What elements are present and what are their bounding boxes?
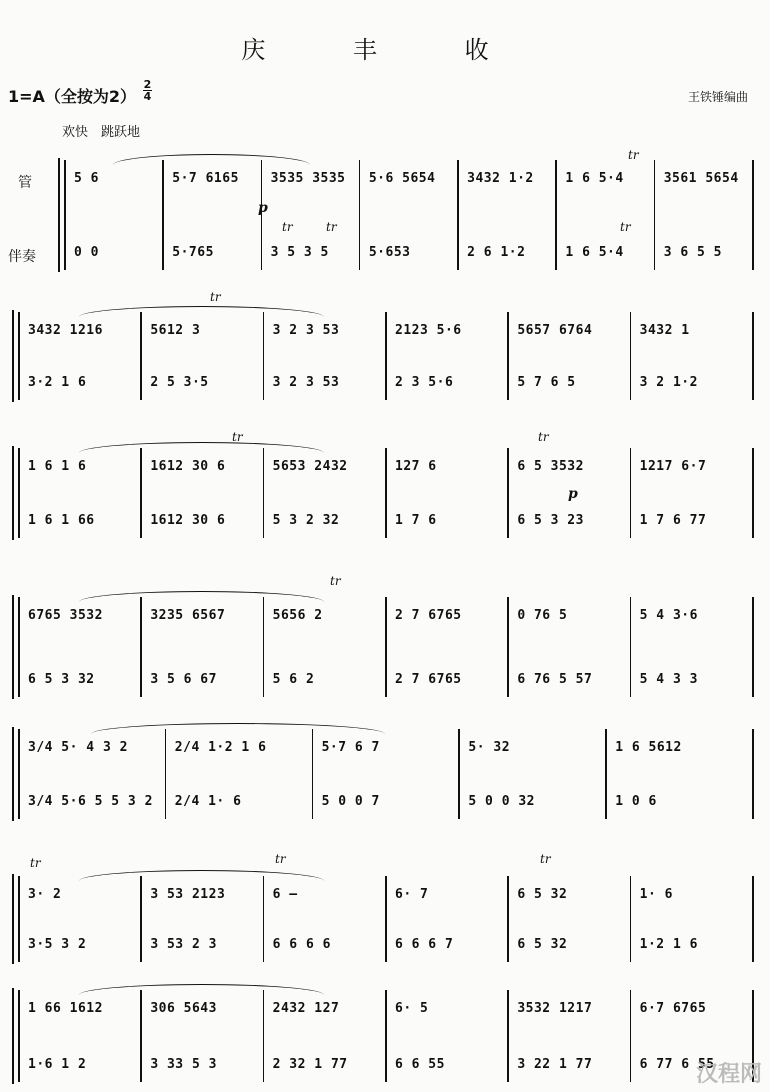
trill-mark: tr	[210, 290, 221, 304]
measure-top-3-1: 1 6 1 6	[28, 459, 87, 474]
measure-top-1-1: 5 6	[74, 171, 99, 186]
watermark: 汉程网	[695, 1062, 762, 1087]
bar-line	[359, 160, 361, 270]
measure-bottom-4-1: 6 5 3 32	[28, 672, 95, 687]
measure-top-4-1: 6765 3532	[28, 608, 103, 623]
measure-top-2-1: 3432 1216	[28, 323, 103, 338]
bar-line	[18, 729, 20, 819]
measure-bottom-2-3: 3 2 3 53	[272, 375, 340, 390]
measure-top-6-4: 6· 7	[395, 887, 429, 902]
bar-line	[18, 876, 20, 962]
bar-line	[263, 990, 265, 1082]
measure-bottom-6-5: 6 5 32	[517, 937, 568, 952]
key-signature: 1=A（全按为2）	[8, 87, 137, 106]
bar-line	[385, 448, 387, 538]
piano-dynamic: p	[568, 486, 578, 502]
measure-top-4-2: 3235 6567	[150, 608, 226, 623]
measure-top-7-1: 1 66 1612	[28, 1001, 103, 1016]
measure-top-7-3: 2432 127	[272, 1001, 340, 1016]
time-signature	[143, 79, 152, 102]
system-brace	[12, 727, 14, 821]
measure-top-1-6: 1 6 5·4	[565, 171, 624, 186]
measure-top-2-3: 3 2 3 53	[272, 323, 340, 338]
measure-top-6-2: 3 53 2123	[150, 887, 226, 902]
measure-top-5-1: 3/4 5· 4 3 2	[28, 740, 128, 755]
measure-top-4-5: 0 76 5	[517, 608, 568, 623]
bar-line	[654, 160, 656, 270]
measure-bottom-7-5: 3 22 1 77	[517, 1057, 593, 1072]
instrument-label-accompaniment: 伴奏	[8, 249, 36, 265]
measure-bottom-1-2: 5·765	[172, 245, 214, 260]
measure-bottom-1-6: 1 6 5·4	[565, 245, 624, 260]
measure-top-5-2: 2/4 1·2 1 6	[174, 740, 267, 755]
measure-bottom-2-1: 3·2 1 6	[28, 375, 87, 390]
slur	[113, 154, 310, 165]
slur	[79, 306, 324, 317]
measure-top-5-5: 1 6 5612	[615, 740, 682, 755]
measure-bottom-4-3: 5 6 2	[272, 672, 315, 687]
trill-mark: tr	[620, 220, 631, 234]
measure-bottom-1-5: 2 6 1·2	[467, 245, 526, 260]
measure-bottom-4-4: 2 7 6765	[395, 672, 462, 687]
bar-line	[555, 160, 557, 270]
measure-bottom-1-4: 5·653	[368, 245, 411, 260]
system-brace	[12, 446, 14, 540]
measure-top-6-1: 3· 2	[28, 887, 62, 902]
bar-line	[18, 597, 20, 697]
system-brace	[58, 158, 60, 272]
bar-line	[18, 448, 20, 538]
slur	[79, 442, 324, 453]
measure-bottom-1-3: 3 5 3 5	[270, 245, 329, 260]
system-brace	[12, 595, 14, 699]
bar-line	[263, 597, 265, 697]
slur	[79, 591, 324, 602]
bar-line	[630, 876, 632, 962]
measure-top-1-4: 5·6 5654	[368, 171, 436, 186]
bar-line	[140, 876, 142, 962]
measure-bottom-4-5: 6 76 5 57	[517, 672, 593, 687]
measure-top-2-6: 3432 1	[639, 323, 690, 338]
bar-line	[140, 448, 142, 538]
trill-mark: tr	[275, 852, 286, 866]
measure-bottom-3-3: 5 3 2 32	[272, 513, 340, 528]
measure-bottom-7-6: 6 77 6 55	[639, 1057, 715, 1072]
bar-line	[630, 312, 632, 400]
trill-mark: tr	[282, 220, 293, 234]
slur	[79, 870, 324, 881]
measure-bottom-5-1: 3/4 5·6 5 5 3 2	[28, 794, 153, 809]
bar-line	[64, 160, 66, 270]
measure-bottom-4-6: 5 4 3 3	[639, 672, 698, 687]
bar-line	[162, 160, 164, 270]
measure-top-7-2: 306 5643	[150, 1001, 217, 1016]
bar-line	[385, 312, 387, 400]
measure-top-1-7: 3561 5654	[663, 171, 739, 186]
bar-line	[385, 876, 387, 962]
measure-top-3-2: 1612 30 6	[150, 459, 226, 474]
bar-line	[605, 729, 607, 819]
bar-line	[507, 597, 509, 697]
measure-bottom-7-1: 1·6 1 2	[28, 1057, 87, 1072]
piano-dynamic: p	[258, 200, 268, 216]
measure-top-3-6: 1217 6·7	[639, 459, 707, 474]
measure-top-7-4: 6· 5	[395, 1001, 429, 1016]
measure-bottom-5-5: 1 0 6	[615, 794, 657, 809]
trill-mark: tr	[30, 856, 41, 870]
measure-bottom-7-3: 2 32 1 77	[272, 1057, 348, 1072]
measure-top-3-3: 5653 2432	[272, 459, 348, 474]
bar-line	[752, 448, 754, 538]
measure-bottom-3-6: 1 7 6 77	[639, 513, 707, 528]
bar-line	[458, 729, 460, 819]
measure-bottom-2-2: 2 5 3·5	[150, 375, 209, 390]
bar-line	[752, 876, 754, 962]
measure-top-4-6: 5 4 3·6	[639, 608, 698, 623]
bar-line	[312, 729, 314, 819]
measure-bottom-6-6: 1·2 1 6	[639, 937, 698, 952]
slur	[79, 984, 324, 995]
bar-line	[263, 312, 265, 400]
measure-bottom-6-4: 6 6 6 7	[395, 937, 454, 952]
measure-top-1-3: 3535 3535	[270, 171, 346, 186]
bar-line	[752, 597, 754, 697]
system-brace	[12, 310, 14, 402]
bar-line	[507, 876, 509, 962]
system-brace	[12, 874, 14, 964]
measure-bottom-4-2: 3 5 6 67	[150, 672, 217, 687]
bar-line	[18, 990, 20, 1082]
measure-bottom-6-1: 3·5 3 2	[28, 937, 87, 952]
trill-mark: tr	[326, 220, 337, 234]
trill-mark: tr	[330, 574, 341, 588]
bar-line	[263, 448, 265, 538]
trill-mark: tr	[628, 148, 639, 162]
measure-bottom-1-1: 0 0	[74, 245, 99, 260]
measure-top-5-3: 5·7 6 7	[321, 740, 380, 755]
bar-line	[630, 597, 632, 697]
trill-mark: tr	[538, 430, 549, 444]
measure-top-6-5: 6 5 32	[517, 887, 568, 902]
bar-line	[752, 160, 754, 270]
time-signature-top: 2	[143, 78, 152, 91]
measure-bottom-3-2: 1612 30 6	[150, 513, 226, 528]
arranger-credit: 王铁锤编曲	[687, 90, 748, 104]
trill-mark: tr	[540, 852, 551, 866]
measure-bottom-2-5: 5 7 6 5	[517, 375, 576, 390]
measure-top-2-4: 2123 5·6	[395, 323, 462, 338]
slur	[91, 723, 385, 734]
bar-line	[630, 990, 632, 1082]
bar-line	[140, 990, 142, 1082]
bar-line	[18, 312, 20, 400]
bar-line	[630, 448, 632, 538]
bar-line	[752, 729, 754, 819]
measure-bottom-3-1: 1 6 1 66	[28, 513, 95, 528]
tempo-marking: 欢快 跳跃地	[62, 125, 141, 140]
time-signature-bottom: 4	[143, 90, 152, 103]
measure-top-5-4: 5· 32	[468, 740, 511, 755]
bar-line	[507, 312, 509, 400]
bar-line	[263, 876, 265, 962]
system-brace	[12, 988, 14, 1084]
bar-line	[752, 312, 754, 400]
measure-bottom-5-4: 5 0 0 32	[468, 794, 536, 809]
song-title: 庆 丰 收	[241, 36, 529, 64]
measure-top-1-2: 5·7 6165	[172, 171, 239, 186]
bar-line	[385, 990, 387, 1082]
bar-line	[507, 448, 509, 538]
measure-bottom-6-3: 6 6 6 6	[272, 937, 331, 952]
measure-bottom-6-2: 3 53 2 3	[150, 937, 217, 952]
measure-top-4-3: 5656 2	[272, 608, 323, 623]
instrument-label-guan: 管	[18, 175, 32, 191]
measure-top-3-5: 6 5 3532	[517, 459, 584, 474]
measure-bottom-2-4: 2 3 5·6	[395, 375, 454, 390]
measure-top-7-5: 3532 1217	[517, 1001, 593, 1016]
bar-line	[165, 729, 167, 819]
measure-top-4-4: 2 7 6765	[395, 608, 462, 623]
measure-bottom-1-7: 3 6 5 5	[663, 245, 722, 260]
bar-line	[140, 597, 142, 697]
measure-bottom-3-5: 6 5 3 23	[517, 513, 584, 528]
measure-top-2-5: 5657 6764	[517, 323, 593, 338]
measure-bottom-5-2: 2/4 1· 6	[174, 794, 242, 809]
measure-top-2-2: 5612 3	[150, 323, 201, 338]
measure-bottom-5-3: 5 0 0 7	[321, 794, 380, 809]
bar-line	[457, 160, 459, 270]
measure-top-3-4: 127 6	[395, 459, 437, 474]
bar-line	[140, 312, 142, 400]
measure-top-7-6: 6·7 6765	[639, 1001, 707, 1016]
measure-top-1-5: 3432 1·2	[467, 171, 534, 186]
trill-mark: tr	[232, 430, 243, 444]
bar-line	[385, 597, 387, 697]
measure-bottom-7-4: 6 6 55	[395, 1057, 445, 1072]
measure-top-6-6: 1· 6	[639, 887, 673, 902]
measure-top-6-3: 6 –	[272, 887, 298, 902]
measure-bottom-2-6: 3 2 1·2	[639, 375, 698, 390]
measure-bottom-7-2: 3 33 5 3	[150, 1057, 217, 1072]
measure-bottom-3-4: 1 7 6	[395, 513, 437, 528]
bar-line	[507, 990, 509, 1082]
